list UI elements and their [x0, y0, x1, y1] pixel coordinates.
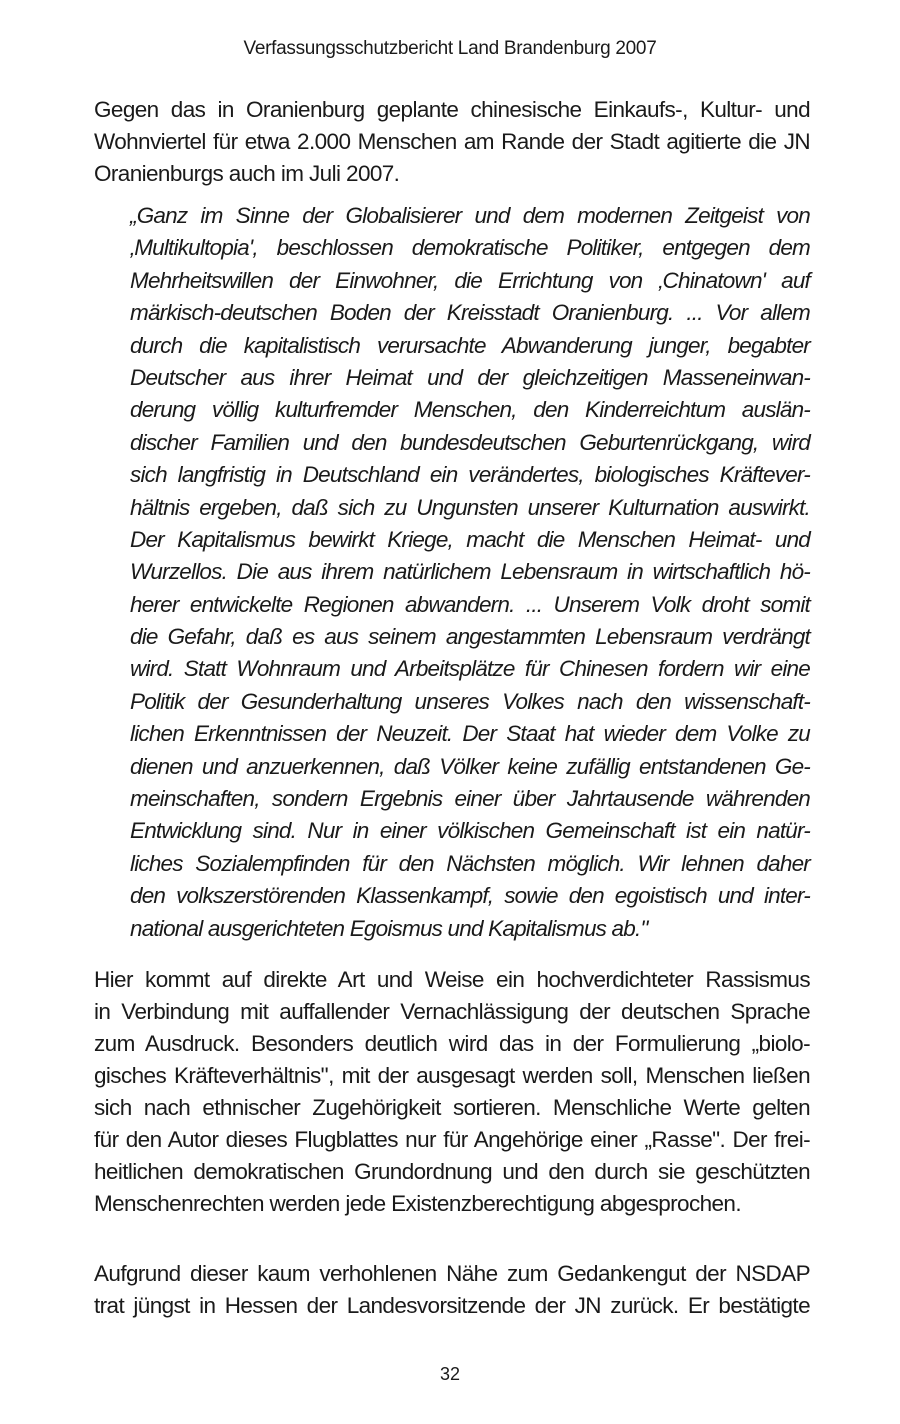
quote-line: liches Sozialempfinden für den Nächsten möglich. Wir lehnen daher — [130, 850, 810, 876]
quote-line: „Ganz im Sinne der Globalisierer und dem modernen Zeitgeist von — [130, 203, 810, 228]
text-line: Oranienburgs auch im Juli 2007. — [94, 161, 400, 186]
text-line: heitlichen demokratischen Grundordnung und den durch sie geschützten — [94, 1159, 810, 1184]
text-line: trat jüngst in Hessen der Landesvorsitzende der JN zurück. Er bestätigte — [94, 1293, 810, 1318]
quote-line: Politik der Gesunderhaltung unseres Volkes nach den wissenschaft- — [130, 688, 810, 714]
text-line: Aufgrund dieser kaum verhohlenen Nähe zum Gedankengut der NSDAP — [94, 1261, 810, 1286]
quote-line: hältnis ergeben, daß sich zu Ungunsten unserer Kulturnation auswirkt. — [130, 494, 810, 520]
quote-line: Der Kapitalismus bewirkt Kriege, macht die Menschen Heimat- und — [130, 526, 810, 552]
page-number: 32 — [439, 1364, 461, 1384]
quote-line: Entwicklung sind. Nur in einer völkischen Gemeinschaft ist ein natür- — [130, 818, 810, 844]
quote-line: herer entwickelte Regionen abwandern. ... Unserem Volk droht somit — [130, 591, 810, 617]
quote-line: sich langfristig in Deutschland ein verändertes, biologisches Kräftever- — [130, 462, 810, 488]
text-line: gisches Kräfteverhältnis", mit der ausgesagt werden soll, Menschen ließen — [94, 1063, 810, 1088]
text-line: Wohnviertel für etwa 2.000 Menschen am Rande der Stadt agitierte die JN — [94, 129, 810, 154]
text-line: Menschenrechten werden jede Existenzberechtigung abgesprochen. — [94, 1191, 741, 1216]
quote-line: Wurzellos. Die aus ihrem natürlichem Lebensraum in wirtschaftlich hö- — [130, 559, 810, 585]
quote-line: meinschaften, sondern Ergebnis einer über Jahrtausende währenden — [130, 786, 810, 812]
quote-line: Mehrheitswillen der Einwohner, die Errichtung von ‚Chinatown' auf — [130, 267, 810, 293]
text-line: sich nach ethnischer Zugehörigkeit sortieren. Menschliche Werte gelten — [94, 1095, 810, 1120]
quote-line: die Gefahr, daß es aus seinem angestammten Lebensraum verdrängt — [130, 624, 810, 650]
quote-line: den volkszerstörenden Klassenkampf, sowie den egoistisch und inter- — [130, 883, 810, 909]
quote-line: dienen und anzuerkennen, daß Völker keine zufällig entstandenen Ge- — [130, 753, 810, 779]
analysis-paragraph — [94, 964, 810, 1220]
text-line: Gegen das in Oranienburg geplante chinesische Einkaufs-, Kultur- und — [94, 97, 810, 122]
quote-line: lichen Erkenntnissen der Neuzeit. Der Staat hat wieder dem Volke zu — [130, 721, 810, 747]
quote-line: Deutscher aus ihrer Heimat und der gleichzeitigen Masseneinwan- — [130, 364, 810, 390]
quote-line: ‚Multikultopia', beschlossen demokratische Politiker, entgegen dem — [130, 235, 810, 261]
quote-block — [130, 200, 810, 945]
text-line: für den Autor dieses Flugblattes nur für Angehörige einer „Rasse". Der frei- — [94, 1127, 810, 1152]
text-line: in Verbindung mit auffallender Vernachlässigung der deutschen Sprache — [94, 999, 810, 1024]
quote-line: discher Familien und den bundesdeutschen Geburtenrückgang, wird — [130, 429, 810, 455]
text-line: Hier kommt auf direkte Art und Weise ein hochverdichteter Rassismus — [94, 967, 810, 992]
intro-paragraph — [94, 94, 810, 190]
closing-paragraph — [94, 1258, 810, 1322]
running-header: Verfassungsschutzbericht Land Brandenburg 2007 — [243, 38, 657, 59]
quote-line: märkisch-deutschen Boden der Kreisstadt Oranienburg. ... Vor allem — [130, 300, 810, 326]
quote-line: derung völlig kulturfremder Menschen, den Kinderreichtum auslän- — [130, 397, 810, 423]
quote-line: wird. Statt Wohnraum und Arbeitsplätze für Chinesen fordern wir eine — [130, 656, 810, 682]
text-line: zum Ausdruck. Besonders deutlich wird das in der Formulierung „biolo- — [94, 1031, 810, 1056]
quote-line: durch die kapitalistisch verursachte Abwanderung junger, begabter — [130, 332, 810, 358]
quote-line: national ausgerichteten Egoismus und Kapitalismus ab." — [130, 915, 648, 941]
